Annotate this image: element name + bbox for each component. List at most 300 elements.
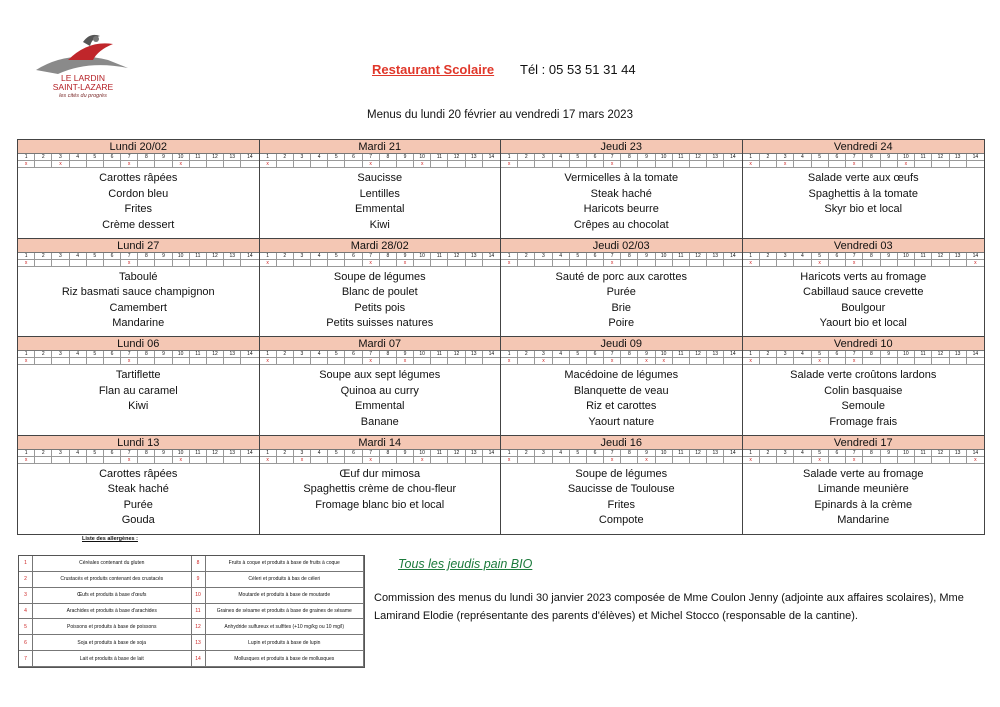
- allergen-number-row: [501, 450, 742, 457]
- allergen-mark-row: [260, 260, 501, 267]
- allergen-number: 8: [380, 154, 397, 161]
- allergen-mark: [898, 358, 915, 365]
- day-cell: [743, 140, 985, 239]
- allergen-mark: [173, 260, 190, 267]
- allergen-mark: [483, 161, 500, 168]
- dish-item: Fromage blanc bio et local: [315, 498, 445, 511]
- allergen-number: 13: [466, 450, 483, 457]
- dish-item: Emmental: [354, 400, 405, 412]
- allergen-number: 1: [260, 253, 277, 260]
- header-phone: Tél : 05 53 51 31 44: [520, 62, 636, 77]
- allergen-mark: [207, 161, 224, 168]
- dish-list: [501, 464, 742, 529]
- dish-item: Haricots beurre: [583, 203, 659, 215]
- allergen-mark: [621, 161, 638, 168]
- allergen-number: 12: [207, 154, 224, 161]
- allergen-number: 3: [52, 351, 69, 358]
- allergen-number: 9: [397, 154, 414, 161]
- allergen-mark: [380, 260, 397, 267]
- dish-item: Carottes râpées: [99, 172, 178, 184]
- allergen-mark: [138, 358, 155, 365]
- dish-item: Steak haché: [590, 187, 652, 200]
- allergen-number-row: [501, 154, 742, 161]
- allergen-number: 1: [743, 154, 760, 161]
- allergen-mark: [35, 457, 52, 464]
- allergen-mark: x: [363, 161, 380, 168]
- allergen-number: 4: [311, 351, 328, 358]
- allergen-number: 1: [18, 351, 35, 358]
- allergen-mark: x: [812, 358, 829, 365]
- day-name: Vendredi 17: [743, 436, 985, 450]
- allergen-number: 13: [950, 351, 967, 358]
- allergen-mark: [863, 161, 880, 168]
- allergen-number: 5: [812, 351, 829, 358]
- allergen-number: 10: [656, 351, 673, 358]
- allergen-mark: x: [414, 161, 431, 168]
- allergen-mark: [328, 161, 345, 168]
- allergen-number: 10: [898, 351, 915, 358]
- allergen-mark: [380, 161, 397, 168]
- allergen-mark: [104, 260, 121, 267]
- allergen-number: 3: [294, 450, 311, 457]
- allergen-number: 2: [277, 450, 294, 457]
- allergen-mark: x: [397, 260, 414, 267]
- allergen-mark: [621, 260, 638, 267]
- allergen-mark: [915, 260, 932, 267]
- dish-list: [18, 464, 259, 529]
- allergen-mark: [570, 260, 587, 267]
- dish-item: Salade verte aux œufs: [807, 172, 919, 184]
- dish-item: Saucisse: [357, 172, 403, 184]
- allergen-number: 10: [414, 154, 431, 161]
- allergen-mark: x: [363, 260, 380, 267]
- allergen-number: 14: [724, 154, 741, 161]
- day-name: Vendredi 10: [743, 337, 985, 351]
- allergen-number: 6: [104, 154, 121, 161]
- allergen-mark: [707, 161, 724, 168]
- allergen-mark: [70, 358, 87, 365]
- allergen-mark: x: [260, 260, 277, 267]
- allergen-number: 6: [104, 253, 121, 260]
- allergen-number: 12: [448, 351, 465, 358]
- allergen-number: 7: [363, 253, 380, 260]
- dish-item: Blanc de poulet: [341, 286, 418, 298]
- allergen-number-row: [743, 253, 985, 260]
- allergen-number: 9: [881, 450, 898, 457]
- allergen-number: 10: [898, 154, 915, 161]
- logo-emblem-icon: [28, 30, 138, 75]
- allergen-mark: x: [604, 260, 621, 267]
- day-name: Lundi 20/02: [18, 140, 259, 154]
- allergen-mark: x: [743, 161, 760, 168]
- allergen-number: 4: [553, 351, 570, 358]
- allergen-mark: [724, 161, 741, 168]
- dish-item: Steak haché: [107, 483, 169, 495]
- dish-list: [18, 168, 259, 233]
- allergen-number: 8: [380, 253, 397, 260]
- allergen-number: 12: [207, 450, 224, 457]
- allergen-mark: [328, 260, 345, 267]
- allergen-mark: [535, 457, 552, 464]
- allergen-table-number: 4: [19, 604, 33, 620]
- allergen-number: 2: [518, 450, 535, 457]
- allergen-mark: x: [501, 457, 518, 464]
- allergen-table-label: Anhydride sulfureux et sulfites (+10 mg/kg ou 10 mg/l): [206, 619, 365, 635]
- allergen-mark: [656, 260, 673, 267]
- allergen-number: 7: [604, 351, 621, 358]
- allergen-mark: [87, 260, 104, 267]
- dish-item: Epinards à la crème: [814, 498, 913, 511]
- allergen-mark: x: [743, 457, 760, 464]
- allergen-table-label: Lait et produits à base de lait: [33, 651, 192, 667]
- allergen-mark: x: [638, 457, 655, 464]
- allergen-table-number: 8: [192, 556, 206, 572]
- allergen-mark: [621, 457, 638, 464]
- dish-item: Colin basquaise: [824, 384, 903, 397]
- day-name: Mardi 21: [260, 140, 501, 154]
- day-cell: [501, 436, 743, 535]
- allergen-number: 4: [70, 450, 87, 457]
- allergen-table-number: 2: [19, 572, 33, 588]
- allergen-number: 9: [881, 253, 898, 260]
- allergen-number-row: [501, 253, 742, 260]
- allergen-mark: [863, 260, 880, 267]
- allergen-mark-row: [260, 457, 501, 464]
- allergen-table-number: 11: [192, 604, 206, 620]
- allergen-number-row: [260, 351, 501, 358]
- allergen-number: 5: [812, 450, 829, 457]
- allergen-number: 3: [777, 154, 794, 161]
- allergen-number-row: [743, 450, 985, 457]
- allergen-number: 6: [829, 351, 846, 358]
- allergen-mark: [535, 161, 552, 168]
- day-name: Jeudi 16: [501, 436, 742, 450]
- day-cell: [501, 337, 743, 436]
- allergen-mark: x: [638, 358, 655, 365]
- allergen-mark: [794, 358, 811, 365]
- dish-item: Lentilles: [359, 187, 400, 200]
- allergen-number: 12: [207, 253, 224, 260]
- allergen-number: 3: [777, 450, 794, 457]
- dish-list: [743, 168, 985, 218]
- allergen-table-label: Lupin et produits à base de lupin: [206, 635, 365, 651]
- allergen-mark: x: [656, 358, 673, 365]
- allergen-number: 7: [846, 450, 863, 457]
- dish-list: [260, 464, 501, 514]
- allergen-mark: x: [501, 358, 518, 365]
- allergen-table-number: 7: [19, 651, 33, 667]
- allergen-mark: [70, 260, 87, 267]
- allergen-mark: x: [967, 260, 984, 267]
- allergen-mark: [190, 358, 207, 365]
- allergen-table-number: 1: [19, 556, 33, 572]
- allergen-number: 5: [328, 450, 345, 457]
- allergen-table-label: Mollusques et produits à base de mollusques: [206, 651, 365, 667]
- allergen-number: 8: [863, 253, 880, 260]
- allergen-mark: [915, 161, 932, 168]
- allergen-mark: [277, 260, 294, 267]
- allergen-number: 1: [501, 351, 518, 358]
- allergen-number: 9: [397, 253, 414, 260]
- allergen-number: 5: [570, 351, 587, 358]
- allergen-mark: [570, 358, 587, 365]
- allergen-number: 13: [224, 154, 241, 161]
- allergen-number: 6: [829, 253, 846, 260]
- allergen-number: 7: [121, 450, 138, 457]
- allergen-mark: [311, 260, 328, 267]
- allergen-mark: [553, 358, 570, 365]
- allergen-mark: x: [18, 358, 35, 365]
- logo-line-2: SAINT-LAZARE: [52, 82, 114, 92]
- allergen-number: 4: [794, 154, 811, 161]
- allergen-number: 6: [829, 450, 846, 457]
- allergen-number: 12: [207, 351, 224, 358]
- allergen-number: 4: [70, 253, 87, 260]
- dish-item: Cordon bleu: [108, 187, 169, 200]
- allergen-mark-row: [260, 161, 501, 168]
- allergen-number: 9: [881, 154, 898, 161]
- allergen-mark: [932, 358, 949, 365]
- allergen-mark: x: [414, 457, 431, 464]
- allergen-number: 4: [553, 450, 570, 457]
- allergen-number: 14: [241, 450, 258, 457]
- allergen-number: 5: [87, 154, 104, 161]
- allergen-mark: [224, 457, 241, 464]
- allergen-mark: x: [173, 161, 190, 168]
- allergen-mark: [224, 260, 241, 267]
- allergen-mark: x: [501, 260, 518, 267]
- dish-list: [501, 267, 742, 332]
- allergen-number: 14: [967, 351, 984, 358]
- allergen-mark: [207, 457, 224, 464]
- allergen-number: 1: [18, 154, 35, 161]
- allergen-number: 14: [967, 450, 984, 457]
- allergen-mark: x: [812, 260, 829, 267]
- allergen-number-row: [260, 154, 501, 161]
- dish-list: [743, 365, 985, 430]
- allergen-mark: x: [604, 161, 621, 168]
- allergen-number: 7: [846, 253, 863, 260]
- allergen-number: 7: [363, 351, 380, 358]
- allergen-mark: [777, 358, 794, 365]
- allergen-number: 6: [345, 351, 362, 358]
- dish-item: Mandarine: [837, 514, 890, 526]
- allergen-number: 10: [173, 351, 190, 358]
- allergen-number: 10: [898, 253, 915, 260]
- allergen-mark: [466, 358, 483, 365]
- day-cell: [18, 436, 260, 535]
- allergen-number: 7: [604, 253, 621, 260]
- allergen-mark: [431, 260, 448, 267]
- allergen-mark: [397, 161, 414, 168]
- allergen-number: 1: [743, 351, 760, 358]
- allergen-mark: x: [363, 457, 380, 464]
- allergen-number: 7: [363, 154, 380, 161]
- allergen-mark: [570, 457, 587, 464]
- allergen-number: 9: [397, 450, 414, 457]
- allergen-mark: [950, 358, 967, 365]
- allergen-mark: [621, 358, 638, 365]
- allergen-mark: [466, 457, 483, 464]
- allergen-number: 9: [638, 450, 655, 457]
- dish-item: Crème dessert: [102, 218, 175, 231]
- allergen-mark: [328, 358, 345, 365]
- allergen-mark: [87, 457, 104, 464]
- allergen-mark: [155, 358, 172, 365]
- allergen-number: 14: [967, 154, 984, 161]
- allergen-number: 6: [104, 450, 121, 457]
- allergen-mark: [932, 260, 949, 267]
- allergen-number: 7: [846, 351, 863, 358]
- allergen-mark-row: [260, 358, 501, 365]
- allergen-mark: [690, 358, 707, 365]
- day-cell: [743, 436, 985, 535]
- allergen-mark: [207, 260, 224, 267]
- allergen-number: 12: [690, 253, 707, 260]
- allergen-mark: [794, 260, 811, 267]
- allergen-number: 14: [483, 351, 500, 358]
- allergen-mark: [967, 358, 984, 365]
- allergen-table: [18, 555, 365, 668]
- allergen-mark: [431, 457, 448, 464]
- allergen-mark: [431, 161, 448, 168]
- allergen-mark: [448, 457, 465, 464]
- dish-item: Salade verte au fromage: [803, 467, 924, 480]
- allergen-number: 13: [466, 154, 483, 161]
- allergen-number: 10: [414, 253, 431, 260]
- allergen-mark: [155, 260, 172, 267]
- allergen-number: 13: [707, 450, 724, 457]
- allergen-mark: [380, 358, 397, 365]
- day-cell: [743, 239, 985, 338]
- allergen-number: 13: [707, 154, 724, 161]
- dish-item: Riz basmati sauce champignon: [61, 286, 215, 298]
- allergen-number: 12: [932, 253, 949, 260]
- allergen-mark: x: [18, 457, 35, 464]
- allergen-table-number: 9: [192, 572, 206, 588]
- day-name: Lundi 27: [18, 239, 259, 253]
- allergen-mark: [380, 457, 397, 464]
- allergen-table-label: Fruits à coque et produits à base de fruits à coque: [206, 556, 365, 572]
- allergen-mark: [794, 457, 811, 464]
- allergen-number: 2: [760, 450, 777, 457]
- allergen-mark: [241, 161, 258, 168]
- allergen-table-number: 13: [192, 635, 206, 651]
- allergen-mark: [311, 161, 328, 168]
- allergen-mark-row: [18, 260, 259, 267]
- allergen-number: 7: [121, 351, 138, 358]
- allergen-number: 9: [155, 253, 172, 260]
- allergen-number: 3: [52, 450, 69, 457]
- allergen-mark: [829, 260, 846, 267]
- allergen-mark: [656, 161, 673, 168]
- allergen-mark: x: [260, 457, 277, 464]
- allergen-mark: [760, 358, 777, 365]
- allergen-number-row: [18, 450, 259, 457]
- allergen-number: 6: [345, 154, 362, 161]
- allergen-number: 14: [483, 253, 500, 260]
- allergen-mark: [724, 358, 741, 365]
- allergen-mark: x: [18, 260, 35, 267]
- allergen-number: 13: [950, 154, 967, 161]
- allergen-number: 11: [673, 154, 690, 161]
- allergen-number: 1: [260, 450, 277, 457]
- allergen-number: 4: [553, 154, 570, 161]
- dish-item: Fromage frais: [829, 415, 898, 428]
- allergen-mark: x: [294, 457, 311, 464]
- allergen-number: 1: [501, 450, 518, 457]
- dish-item: Brie: [611, 301, 632, 314]
- allergen-number: 3: [294, 351, 311, 358]
- day-name: Jeudi 02/03: [501, 239, 742, 253]
- allergen-number: 7: [121, 253, 138, 260]
- dish-item: Carottes râpées: [99, 467, 178, 480]
- allergen-number: 2: [35, 154, 52, 161]
- allergen-mark: [173, 358, 190, 365]
- allergen-number: 8: [621, 253, 638, 260]
- allergen-number: 12: [690, 351, 707, 358]
- dish-item: Frites: [607, 498, 635, 511]
- allergen-number: 14: [724, 450, 741, 457]
- allergen-mark: [483, 457, 500, 464]
- allergen-mark: [241, 457, 258, 464]
- day-cell: [501, 239, 743, 338]
- day-name: Mardi 28/02: [260, 239, 501, 253]
- allergen-mark: [104, 457, 121, 464]
- dish-item: Boulgour: [841, 301, 886, 314]
- allergen-number: 10: [173, 253, 190, 260]
- dish-item: Yaourt nature: [588, 415, 655, 428]
- allergen-mark: [155, 161, 172, 168]
- allergen-number: 6: [587, 450, 604, 457]
- day-cell: [260, 436, 502, 535]
- allergen-number: 4: [70, 154, 87, 161]
- allergen-number: 11: [673, 253, 690, 260]
- header-title: Restaurant Scolaire: [372, 62, 495, 77]
- allergen-number: 9: [155, 154, 172, 161]
- allergen-table-label: Céréales contenant du gluten: [33, 556, 192, 572]
- allergen-mark-row: [18, 358, 259, 365]
- allergen-table-label: Crustacés et produits contenant des crustacés: [33, 572, 192, 588]
- allergen-mark: x: [743, 260, 760, 267]
- allergen-table-label: Graines de sésame et produits à base de graines de sésame: [206, 604, 365, 620]
- allergen-mark: [553, 161, 570, 168]
- dish-item: Emmental: [354, 203, 405, 215]
- allergen-number: 9: [397, 351, 414, 358]
- allergen-mark-row: [743, 358, 985, 365]
- allergen-number: 12: [690, 154, 707, 161]
- allergen-mark: x: [18, 161, 35, 168]
- allergen-mark: x: [397, 358, 414, 365]
- allergen-number: 8: [138, 351, 155, 358]
- bio-bread-note: Tous les jeudis pain BIO: [398, 557, 533, 571]
- allergen-mark: [138, 161, 155, 168]
- allergen-number: 2: [277, 154, 294, 161]
- allergen-mark: x: [604, 358, 621, 365]
- allergen-mark: x: [260, 161, 277, 168]
- dish-item: Banane: [360, 415, 399, 428]
- allergen-number: 12: [932, 154, 949, 161]
- allergen-mark: [553, 260, 570, 267]
- allergen-number: 11: [190, 450, 207, 457]
- allergen-number: 13: [950, 450, 967, 457]
- allergen-number: 13: [224, 351, 241, 358]
- allergen-mark: [760, 260, 777, 267]
- allergen-mark: [414, 358, 431, 365]
- dish-item: Tartiflette: [115, 369, 161, 381]
- allergen-mark: [52, 358, 69, 365]
- allergen-mark: x: [846, 161, 863, 168]
